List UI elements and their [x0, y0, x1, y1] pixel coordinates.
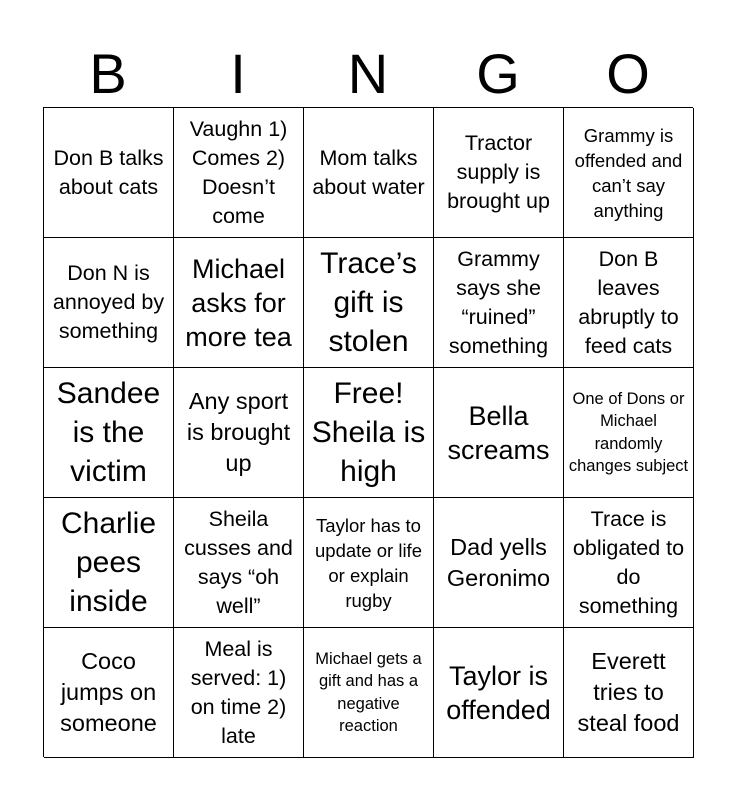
- bingo-cell-r1-c3[interactable]: [304, 108, 434, 238]
- cell-text: Vaughn 1) Comes 2) Doesn’t come: [189, 116, 288, 228]
- bingo-cell-r2-c2[interactable]: [174, 238, 304, 368]
- cell-text: Taylor has to update or life or explain rugby: [315, 514, 422, 611]
- cell-text: Sandee is the victim: [56, 377, 161, 488]
- header-letter-o: O: [606, 42, 650, 105]
- bingo-cell-r3-c1[interactable]: [44, 368, 174, 498]
- cell-text: Sheila cusses and says “oh well”: [184, 506, 293, 618]
- bingo-cell-r5-c5[interactable]: [564, 628, 694, 758]
- cell-text: Bella screams: [447, 400, 550, 465]
- cell-text: Michael gets a gift and has a negative reaction: [315, 649, 422, 735]
- cell-text: Mom talks about water: [312, 145, 425, 199]
- bingo-cell-r4-c1[interactable]: [44, 498, 174, 628]
- bingo-cell-r1-c5[interactable]: [564, 108, 694, 238]
- bingo-cell-free-space[interactable]: [304, 368, 434, 498]
- bingo-cell-r1-c1[interactable]: [44, 108, 174, 238]
- cell-text: Any sport is brought up: [186, 388, 291, 476]
- cell-text: Meal is served: 1) on time 2) late: [190, 636, 287, 748]
- bingo-cell-r2-c5[interactable]: [564, 238, 694, 368]
- cell-text: Michael asks for more tea: [185, 253, 292, 352]
- bingo-cell-r2-c4[interactable]: [434, 238, 564, 368]
- bingo-cell-r1-c2[interactable]: [174, 108, 304, 238]
- bingo-cell-r2-c1[interactable]: [44, 238, 174, 368]
- cell-text: Free! Sheila is high: [311, 377, 426, 488]
- bingo-cell-r4-c4[interactable]: [434, 498, 564, 628]
- cell-text: Don N is annoyed by something: [52, 261, 165, 343]
- bingo-cell-r4-c3[interactable]: [304, 498, 434, 628]
- bingo-header: [43, 40, 693, 108]
- bingo-cell-r1-c4[interactable]: [434, 108, 564, 238]
- bingo-cell-r5-c1[interactable]: [44, 628, 174, 758]
- cell-text: Dad yells Geronimo: [446, 533, 551, 591]
- header-letter-n: N: [347, 42, 389, 105]
- cell-text: Tractor supply is brought up: [447, 131, 550, 213]
- header-letter-b: B: [89, 42, 127, 105]
- bingo-cell-r3-c2[interactable]: [174, 368, 304, 498]
- bingo-board: [43, 107, 693, 757]
- cell-text: Trace’s gift is stolen: [320, 247, 417, 358]
- cell-text: Don B talks about cats: [53, 145, 164, 199]
- cell-text: Taylor is offended: [446, 660, 551, 725]
- cell-text: Charlie pees inside: [60, 507, 157, 618]
- bingo-cell-r5-c2[interactable]: [174, 628, 304, 758]
- header-letter-g: G: [476, 42, 520, 105]
- cell-text: Grammy is offended and can’t say anything: [574, 124, 683, 221]
- cell-text: Don B leaves abruptly to feed cats: [578, 246, 679, 358]
- bingo-cell-r5-c3[interactable]: [304, 628, 434, 758]
- bingo-cell-r4-c2[interactable]: [174, 498, 304, 628]
- bingo-cell-r3-c5[interactable]: [564, 368, 694, 498]
- cell-text: Trace is obligated to do something: [572, 506, 685, 618]
- bingo-cell-r3-c4[interactable]: [434, 368, 564, 498]
- cell-text: Everett tries to steal food: [577, 648, 680, 736]
- cell-text: Grammy says she “ruined” something: [448, 246, 549, 358]
- cell-text: One of Dons or Michael randomly changes subject: [568, 389, 689, 475]
- cell-text: Coco jumps on someone: [60, 648, 157, 736]
- bingo-cell-r5-c4[interactable]: [434, 628, 564, 758]
- bingo-cell-r4-c5[interactable]: [564, 498, 694, 628]
- bingo-cell-r2-c3[interactable]: [304, 238, 434, 368]
- header-letter-i: I: [230, 42, 246, 105]
